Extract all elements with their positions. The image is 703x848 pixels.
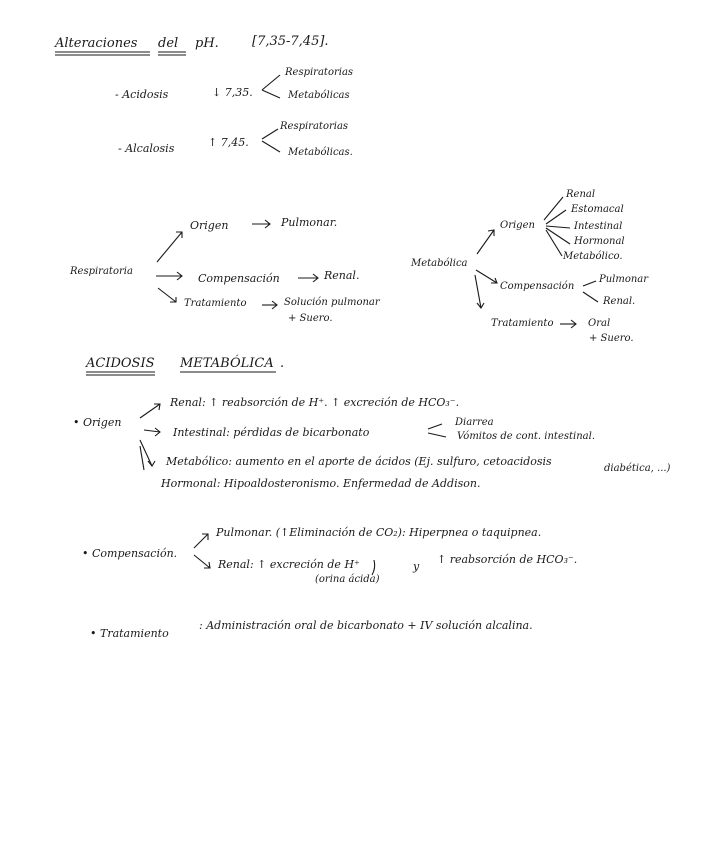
- acidosis-value: ↓ 7,35.: [212, 86, 253, 99]
- tratamiento-label: • Tratamiento: [90, 627, 169, 640]
- section-title-metabolica: METABÓLICA: [180, 356, 274, 371]
- metab-compensacion: Compensación: [500, 281, 575, 292]
- comp-renal-2: ↑ reabsorción de HCO₃⁻.: [437, 553, 578, 566]
- origen-intestinal: Intestinal: pérdidas de bicarbonato: [173, 426, 370, 439]
- title-alteraciones: Alteraciones: [55, 36, 138, 51]
- metab-trat-val: Oral: [588, 318, 611, 329]
- resp-origen: Origen: [190, 219, 229, 232]
- metab-origen-metabolico: Metabólico.: [563, 251, 623, 262]
- section-title-dot: .: [280, 356, 285, 371]
- metab-trat-val2: + Suero.: [589, 333, 634, 344]
- resp-root: Respiratoria: [70, 266, 133, 277]
- alcalosis-type-metab: Metabólicas.: [288, 147, 353, 158]
- resp-trat-val2: + Suero.: [288, 313, 333, 324]
- acidosis-label: - Acidosis: [115, 88, 169, 101]
- comp-renal: Renal: ↑ excreción de H⁺: [218, 558, 360, 571]
- metab-origen-renal: Renal: [566, 189, 596, 200]
- tratamiento-text: : Administración oral de bicarbonato + IV solución alcalina.: [199, 619, 533, 632]
- metab-origen-hormonal: Hormonal: [574, 236, 625, 247]
- alcalosis-label: - Alcalosis: [118, 142, 175, 155]
- origen-label: • Origen: [73, 416, 122, 429]
- metab-origen-estomacal: Estomacal: [571, 204, 624, 215]
- resp-trat-val: Solución pulmonar: [284, 297, 380, 308]
- comp-renal-y: y: [413, 560, 420, 573]
- alcalosis-type-resp: Respiratorias: [280, 121, 349, 132]
- origen-intestinal-diarrea: Diarrea: [455, 417, 494, 428]
- compensacion-label: • Compensación.: [82, 547, 178, 560]
- alcalosis-value: ↑ 7,45.: [208, 136, 249, 149]
- resp-comp-val: Renal.: [324, 269, 360, 282]
- metab-origen-intestinal: Intestinal: [574, 221, 623, 232]
- resp-compensacion: Compensación: [198, 272, 280, 285]
- resp-origen-val: Pulmonar.: [281, 216, 338, 229]
- metab-comp-renal: Renal.: [603, 296, 636, 307]
- ph-range: [7,35-7,45].: [252, 34, 329, 49]
- origen-renal: Renal: ↑ reabsorción de H⁺. ↑ excreción de HCO₃⁻.: [170, 396, 460, 409]
- resp-tratamiento: Tratamiento: [184, 298, 247, 309]
- title-del: del: [158, 36, 179, 51]
- acidosis-type-metab: Metabólicas: [288, 90, 350, 101]
- origen-metabolico: Metabólico: aumento en el aporte de ácidos (Ej. sulfuro, cetoacidosis: [166, 455, 552, 468]
- comp-pulmonar: Pulmonar. (↑Eliminación de CO₂): Hiperpnea o taquipnea.: [216, 526, 542, 539]
- comp-renal-note: (orina ácida): [315, 574, 380, 585]
- metab-origen: Origen: [500, 220, 535, 231]
- section-title-acidosis: ACIDOSIS: [86, 356, 155, 371]
- origen-intestinal-vomitos: Vómitos de cont. intestinal.: [457, 431, 595, 442]
- origen-metabolico-2: diabética, ...): [604, 463, 671, 474]
- acidosis-type-resp: Respiratorias: [285, 67, 354, 78]
- metab-tratamiento: Tratamiento: [491, 318, 554, 329]
- metab-root: Metabólica: [411, 258, 468, 269]
- title-ph: pH.: [195, 36, 219, 51]
- metab-comp-pulmonar: Pulmonar: [599, 274, 649, 285]
- origen-hormonal: Hormonal: Hipoaldosteronismo. Enfermedad de Addison.: [161, 477, 481, 490]
